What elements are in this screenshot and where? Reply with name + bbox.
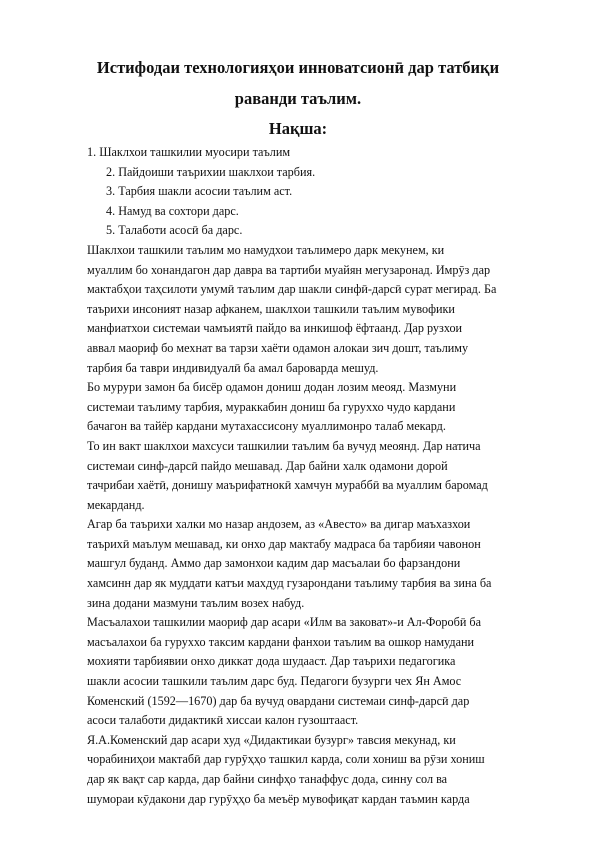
body-line: шакли асосии ташкили таълим дарс буд. Педагоги бузурги чех Ян Амос xyxy=(87,674,462,689)
body-line: чорабиниҳои мактабӣ дар гурӯҳҳо ташкил карда, соли хониш ва рӯзи хониш xyxy=(87,752,485,767)
body-line: манфиатхои системаи чамъиятӣ пайдо ва инкишоф ёфтаанд. Дар рузхои xyxy=(87,321,463,336)
document-title-line-1: Истифодаи технологияҳои инноватсионӣ дар татбиқи xyxy=(96,58,500,77)
body-line: Коменский (1592—1670) дар ба вучуд овардани системаи синф-дарсӣ дар xyxy=(87,693,470,708)
body-line: мохияти тарбиявии онхо диккат дода шудааст. Дар таърихи педагогика xyxy=(87,654,456,669)
plan-item: 4. Намуд ва сохтори дарс. xyxy=(106,203,239,218)
body-line: дар як вақт сар карда, дар байни синфҳо танаффус дода, синну сол ва xyxy=(87,772,448,786)
body-line: Шаклхои ташкили таълим мо намудхои таълимеро дарк мекунем, ки xyxy=(87,242,445,257)
body-line: Масъалахои ташкилии маориф дар асари «Илм ва заковат»-и Ал-Форобӣ ба xyxy=(87,615,481,630)
body-line: таърихи инсоният назар афканем, шаклхои ташкили таълим мувофики xyxy=(87,301,455,316)
body-line: Агар ба таърихи халки мо назар андозем, аз «Авесто» ва дигар маъхазхои xyxy=(87,517,471,532)
body-line: бачагон ва тайёр кардани мутахассисону муаллимонро талаб мекард. xyxy=(87,419,446,434)
plan-item: 1. Шаклхои ташкилии муосири таълим xyxy=(87,145,291,159)
body-line: мекарданд. xyxy=(87,497,145,512)
body-line: тарбия ба таври индивидуалӣ ба амал бароварда мешуд. xyxy=(87,360,379,375)
plan-item: 2. Пайдоиши таърихии шаклхои тарбия. xyxy=(106,164,316,179)
body-line: шумораи кӯдакони дар гурӯҳҳо ба меъёр мувофиқат кардан таъмин карда xyxy=(87,791,470,806)
document-body xyxy=(87,143,557,809)
body-line: хамсинн дар як муддати катъи махдуд гузарондани таълиму тарбия ва зина ба xyxy=(87,576,492,591)
body-line: Бо мурури замон ба бисёр одамон дониш додан лозим меояд. Мазмуни xyxy=(87,380,457,395)
body-line: тачрибаи хаётӣ, донишу маърифатнокӣ хамчун мураббӣ ва муаллим баромад xyxy=(87,478,488,493)
plan-heading: Нақша: xyxy=(268,119,328,138)
body-line: масъалахои ба гуруххо таксим кардани фанхои таълим ва ошкор намудани xyxy=(87,634,475,649)
body-line: машгул буданд. Аммо дар замонхои кадим дар масъалаи бо фарзандони xyxy=(87,556,461,571)
body-line: зина додани мазмуни таълим возех набуд. xyxy=(87,595,305,610)
body-line: Я.А.Коменский дар асари худ «Дидактикаи бузург» тавсия мекунад, ки xyxy=(87,732,456,747)
body-line: мактабҳои таҳсилоти умумӣ таълим дар шакли синфӣ-дарсӣ сурат мегирад. Ба xyxy=(87,282,497,297)
body-line: То ин вакт шаклхои махсуси ташкилии таълим ба вучуд меоянд. Дар натича xyxy=(87,438,481,453)
body-line: таърихӣ маълум мешавад, ки онхо дар мактабу мадраса ба тарбияи чавонон xyxy=(87,536,481,551)
document-title-line-2: раванди таълим. xyxy=(234,89,362,108)
body-line: муаллим бо хонандагон дар давра ва тартиби муайян мегузаронад. Имрӯз дар xyxy=(87,262,491,277)
body-line: системаи синф-дарсӣ пайдо мешавад. Дар байни халк одамони дорой xyxy=(87,458,448,473)
body-line: асоси талаботи дидактикӣ хиссаи калон гузоштааст. xyxy=(87,713,359,728)
body-line: системаи таълиму тарбия, мураккабин дониш ба гуруххо чудо кардани xyxy=(87,399,456,414)
body-line: аввал маориф бо мехнат ва тарзи хаёти одамон алокаи зич дошт, таълиму xyxy=(87,340,469,355)
plan-item: 3. Тарбия шакли асосии таълим аст. xyxy=(106,184,293,199)
plan-item: 5. Талаботи асосӣ ба дарс. xyxy=(106,223,243,238)
